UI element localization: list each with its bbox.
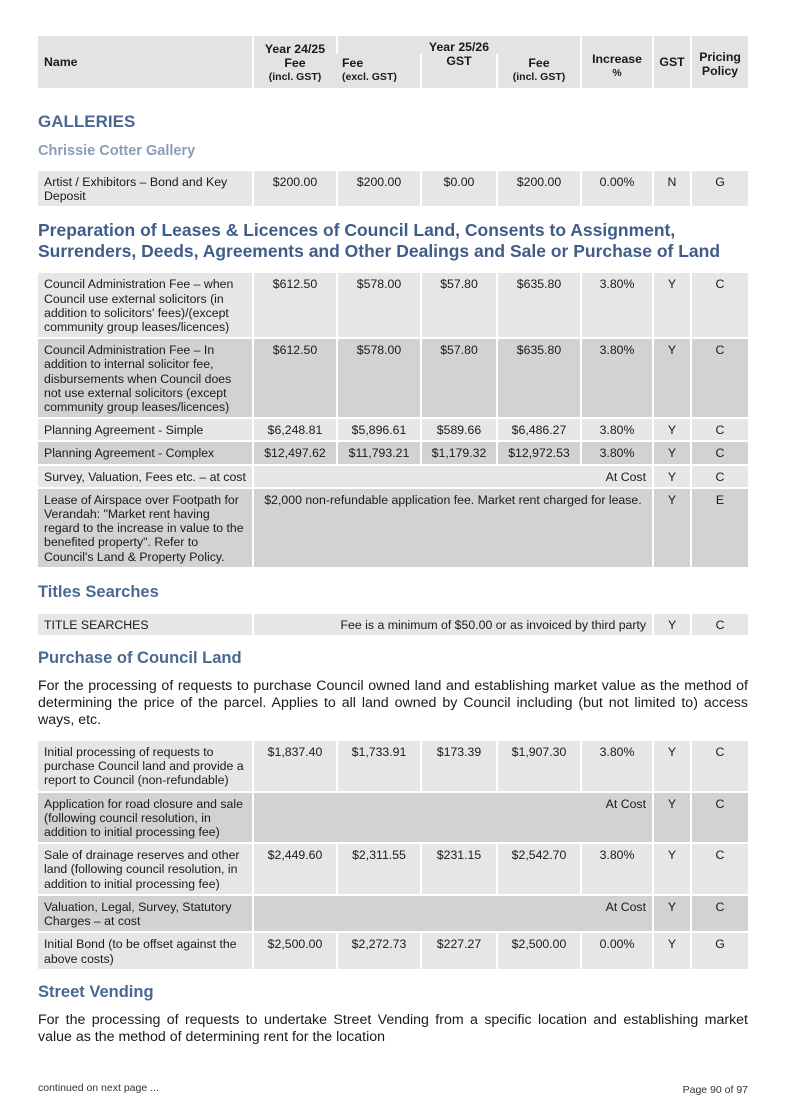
gst-flag: Y <box>652 612 690 635</box>
increase-percent: 3.80% <box>580 271 652 337</box>
at-cost-note: At Cost <box>252 894 652 931</box>
fee-2425: $2,500.00 <box>252 931 336 968</box>
pricing-policy: G <box>690 931 748 968</box>
pricing-policy: G <box>690 169 748 206</box>
fee-excl-gst: $578.00 <box>336 337 420 417</box>
gst-flag: Y <box>652 464 690 487</box>
fee-incl-gst: $12,972.53 <box>496 440 580 463</box>
section-title-leases: Preparation of Leases & Licences of Council Land, Consents to Assignment, Surrenders, Deeds, Agreements and Other Dealings and Sale or Purchase of Land <box>38 220 721 262</box>
gst-amount: $231.15 <box>420 842 496 894</box>
pricing-policy: C <box>690 791 748 843</box>
gst-amount: $1,179.32 <box>420 440 496 463</box>
table-row <box>38 417 748 440</box>
header-fee-excl <box>336 54 420 88</box>
fee-name: Sale of drainage reserves and other land (following council resolution, in addition to initial processing fee) <box>38 842 252 894</box>
table-row <box>38 931 748 968</box>
fee-note: $2,000 non-refundable application fee. Market rent charged for lease. <box>252 487 652 567</box>
header-incl-gst-label-2: (incl. GST) <box>512 71 566 84</box>
fee-incl-gst: $2,542.70 <box>496 842 580 894</box>
pricing-policy: C <box>690 894 748 931</box>
fee-name: Application for road closure and sale (following council resolution, in addition to initial processing fee) <box>38 791 252 843</box>
purchase-description: For the processing of requests to purchase Council owned land and establishing market value as the method of determining the price of the parcel. Applies to all land owned by Council including (but not limited to) access ways, etc. <box>38 678 748 729</box>
table-row <box>38 842 748 894</box>
header-fee-excl-label: Fee <box>342 56 364 71</box>
pricing-policy: C <box>690 417 748 440</box>
fee-name: TITLE SEARCHES <box>38 612 252 635</box>
header-year-2425: Year 24/25 <box>264 41 326 56</box>
gst-flag: Y <box>652 931 690 968</box>
increase-percent: 0.00% <box>580 931 652 968</box>
increase-percent: 3.80% <box>580 417 652 440</box>
fee-2425: $1,837.40 <box>252 739 336 791</box>
fee-2425: $6,248.81 <box>252 417 336 440</box>
fee-incl-gst: $2,500.00 <box>496 931 580 968</box>
fee-name: Initial processing of requests to purchase Council land and provide a report to Council (non-refundable) <box>38 739 252 791</box>
table-row <box>38 739 748 791</box>
gst-amount: $227.27 <box>420 931 496 968</box>
fee-excl-gst: $2,272.73 <box>336 931 420 968</box>
gst-flag: N <box>652 169 690 206</box>
fee-2425: $200.00 <box>252 169 336 206</box>
section-title-titles: Titles Searches <box>38 582 159 601</box>
fee-name: Survey, Valuation, Fees etc. – at cost <box>38 464 252 487</box>
fee-name: Valuation, Legal, Survey, Statutory Charges – at cost <box>38 894 252 931</box>
fee-excl-gst: $578.00 <box>336 271 420 337</box>
gst-flag: Y <box>652 739 690 791</box>
fee-incl-gst: $1,907.30 <box>496 739 580 791</box>
header-incl-gst-label: (incl. GST) <box>268 71 322 84</box>
fee-note: Fee is a minimum of $50.00 or as invoiced by third party <box>252 612 652 635</box>
header-fee-label: Fee <box>284 55 306 70</box>
fee-name: Planning Agreement - Complex <box>38 440 252 463</box>
header-fee-2425 <box>252 36 336 88</box>
table-row <box>38 894 748 931</box>
subsection-title-gallery: Chrissie Cotter Gallery <box>38 143 196 159</box>
gst-amount: $57.80 <box>420 271 496 337</box>
header-gst-amount: GST <box>420 54 496 88</box>
section-title-purchase: Purchase of Council Land <box>38 649 242 668</box>
gst-flag: Y <box>652 440 690 463</box>
fee-excl-gst: $1,733.91 <box>336 739 420 791</box>
at-cost-note: At Cost <box>252 464 652 487</box>
at-cost-note: At Cost <box>252 791 652 843</box>
increase-percent: 3.80% <box>580 842 652 894</box>
table-row <box>38 337 748 417</box>
fee-name: Council Administration Fee – In addition to internal solicitor fee, disbursements when Council does not use external solicitors (except community group leases/licences) <box>38 337 252 417</box>
table-row <box>38 464 748 487</box>
gst-amount: $173.39 <box>420 739 496 791</box>
gst-amount: $57.80 <box>420 337 496 417</box>
leases-table <box>38 271 748 566</box>
header-fee-incl <box>496 54 580 88</box>
street-vending-description: For the processing of requests to undertake Street Vending from a specific location and establishing market value as the method of determining rent for the location <box>38 1011 748 1045</box>
header-year-2526: Year 25/26 <box>336 36 580 54</box>
fee-excl-gst: $11,793.21 <box>336 440 420 463</box>
fee-2425: $612.50 <box>252 271 336 337</box>
gst-flag: Y <box>652 842 690 894</box>
table-row <box>38 271 748 337</box>
fee-schedule-page <box>38 36 748 1046</box>
gst-amount: $0.00 <box>420 169 496 206</box>
header-increase-label: Increase <box>592 51 642 66</box>
pricing-policy: C <box>690 612 748 635</box>
header-pricing-policy <box>690 36 748 88</box>
table-row <box>38 440 748 463</box>
header-excl-gst-label: (excl. GST) <box>342 71 397 84</box>
titles-table <box>38 612 748 635</box>
pricing-policy: C <box>690 440 748 463</box>
header-fee-incl-label: Fee <box>528 56 550 71</box>
pricing-policy: C <box>690 271 748 337</box>
gst-flag: Y <box>652 791 690 843</box>
increase-percent: 3.80% <box>580 337 652 417</box>
fee-2425: $12,497.62 <box>252 440 336 463</box>
fee-incl-gst: $200.00 <box>496 169 580 206</box>
increase-percent: 3.80% <box>580 440 652 463</box>
pricing-policy: C <box>690 464 748 487</box>
table-row <box>38 487 748 567</box>
fee-excl-gst: $200.00 <box>336 169 420 206</box>
gst-flag: Y <box>652 271 690 337</box>
increase-percent: 3.80% <box>580 739 652 791</box>
gst-flag: Y <box>652 417 690 440</box>
header-name: Name <box>38 36 252 88</box>
header-percent-label: % <box>612 67 622 79</box>
fee-name: Council Administration Fee – when Council use external solicitors (in addition to solicitors' fees)/(except community group leases/licences) <box>38 271 252 337</box>
fee-2425: $2,449.60 <box>252 842 336 894</box>
gst-flag: Y <box>652 487 690 567</box>
gst-flag: Y <box>652 337 690 417</box>
table-row <box>38 791 748 843</box>
fee-excl-gst: $2,311.55 <box>336 842 420 894</box>
pricing-policy: C <box>690 739 748 791</box>
section-title-street-vending: Street Vending <box>38 982 154 1001</box>
gst-flag: Y <box>652 894 690 931</box>
header-pricing-label: Pricing <box>699 49 741 64</box>
fee-table-header <box>38 36 748 88</box>
gst-amount: $589.66 <box>420 417 496 440</box>
galleries-table <box>38 169 748 206</box>
header-increase <box>580 36 652 88</box>
fee-incl-gst: $635.80 <box>496 337 580 417</box>
pricing-policy: E <box>690 487 748 567</box>
pricing-policy: C <box>690 337 748 417</box>
fee-name: Initial Bond (to be offset against the above costs) <box>38 931 252 968</box>
header-policy-label: Policy <box>701 64 739 78</box>
pricing-policy: C <box>690 842 748 894</box>
purchase-table <box>38 739 748 969</box>
fee-incl-gst: $6,486.27 <box>496 417 580 440</box>
page-number: Page 90 of 97 <box>682 1084 748 1096</box>
fee-2425: $612.50 <box>252 337 336 417</box>
fee-incl-gst: $635.80 <box>496 271 580 337</box>
table-row <box>38 169 748 206</box>
table-row <box>38 612 748 635</box>
header-gst: GST <box>652 36 690 88</box>
section-title-galleries: GALLERIES <box>38 112 136 131</box>
fee-name: Planning Agreement - Simple <box>38 417 252 440</box>
increase-percent: 0.00% <box>580 169 652 206</box>
continued-note: continued on next page ... <box>38 1082 159 1094</box>
fee-name: Lease of Airspace over Footpath for Verandah: "Market rent having regard to the increase in value to the benefited property". Refer to Council's Land & Property Policy. <box>38 487 252 567</box>
fee-name: Artist / Exhibitors – Bond and Key Deposit <box>38 169 252 206</box>
fee-excl-gst: $5,896.61 <box>336 417 420 440</box>
